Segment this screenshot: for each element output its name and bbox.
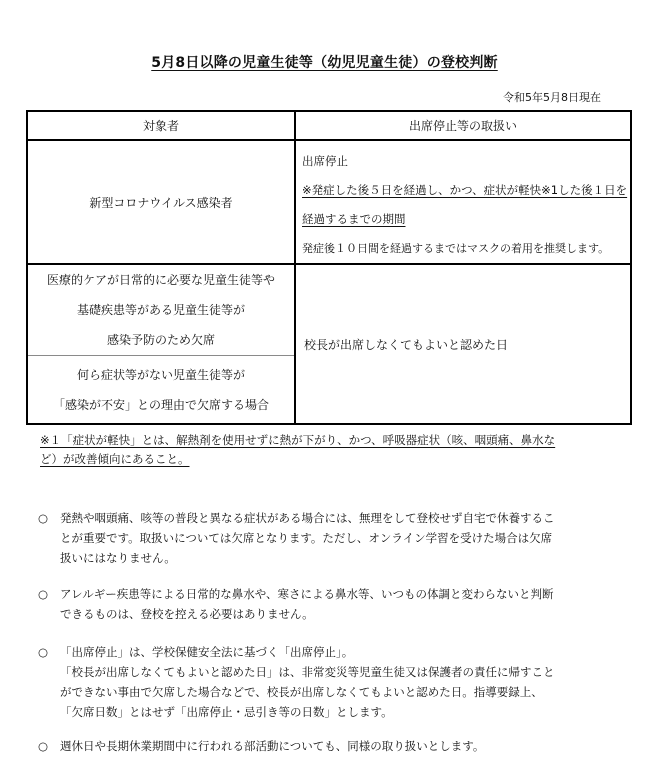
bullet-line: 「欠席日数」とはせず「出席停止・忌引き等の日数」とします。 — [60, 705, 393, 719]
target-line: 何ら症状等がない児童生徒等が — [76, 367, 245, 382]
footnote-line: ※１「症状が軽快」とは、解熱剤を使用せずに熱が下がり、かつ、呼吸器症状（咳、咽頭痛、鼻水な — [40, 433, 556, 447]
treatment-line: 発症後１０日間を経過するまではマスクの着用を推奨します。 — [302, 242, 610, 255]
table-row — [27, 140, 631, 264]
circle-bullet-icon: ○ — [37, 587, 49, 601]
bullet-line: 「校長が出席しなくてもよいと認めた日」は、非常変災等児童生徒又は保護者の責任に帰すこと — [60, 665, 555, 679]
bullet-line: できるものは、登校を控える必要はありません。 — [60, 607, 314, 621]
attendance-table — [26, 110, 632, 425]
treatment-suspension — [295, 140, 631, 264]
target-medical-care — [27, 264, 295, 356]
circle-bullet-icon: ○ — [37, 739, 49, 753]
bullet-line: 扱いにはなりません。 — [60, 551, 176, 565]
treatment-line: 出席停止 — [302, 154, 348, 168]
target-line: 「感染が不安」との理由で欠席する場合 — [52, 397, 269, 412]
as-of-date: 令和5年5月8日現在 — [503, 91, 601, 104]
target-line: 感染予防のため欠席 — [106, 333, 215, 347]
footnote-line: ど）が改善傾向にあること。 — [40, 452, 190, 466]
bullet-line: とが重要です。取扱いについては欠席となります。ただし、オンライン学習を受けた場合は欠席 — [60, 531, 553, 545]
circle-bullet-icon: ○ — [37, 511, 49, 525]
bullet-line: 発熱や咽頭痛、咳等の普段と異なる症状がある場合には、無理をして登校せず自宅で休養するこ — [60, 511, 555, 525]
target-line: 医療的ケアが日常的に必要な児童生徒等や — [46, 273, 275, 287]
header-treatment: 出席停止等の取扱い — [295, 111, 631, 140]
bullet-line: 週休日や長期休業期間中に行われる部活動についても、同様の取り扱いとします。 — [60, 739, 485, 753]
bullet-line: ができない事由で欠席した場合などで、校長が出席しなくてもよいと認めた日。指導要録上、 — [60, 685, 543, 699]
table-row — [27, 264, 631, 356]
target-line: 基礎疾患等がある児童生徒等が — [76, 303, 245, 317]
header-target: 対象者 — [27, 111, 295, 140]
treatment-line: ※発症した後５日を経過し、かつ、症状が軽快※1した後１日を — [302, 183, 628, 197]
treatment-line: 経過するまでの期間 — [302, 212, 406, 226]
footnote — [40, 431, 610, 469]
treatment-principal-approved: 校長が出席しなくてもよいと認めた日 — [295, 264, 631, 424]
circle-bullet-icon: ○ — [37, 645, 49, 659]
page-title: 5月8日以降の児童生徒等（幼児児童生徒）の登校判断 — [151, 55, 498, 71]
target-covid-infected: 新型コロナウイルス感染者 — [27, 140, 295, 264]
bullet-line: アレルギー疾患等による日常的な鼻水や、寒さによる鼻水等、いつもの体調と変わらないと判断 — [60, 587, 554, 601]
table-header-row — [27, 111, 631, 140]
bullet-line: 「出席停止」は、学校保健安全法に基づく「出席停止」。 — [60, 645, 354, 659]
target-anxiety — [27, 356, 295, 425]
